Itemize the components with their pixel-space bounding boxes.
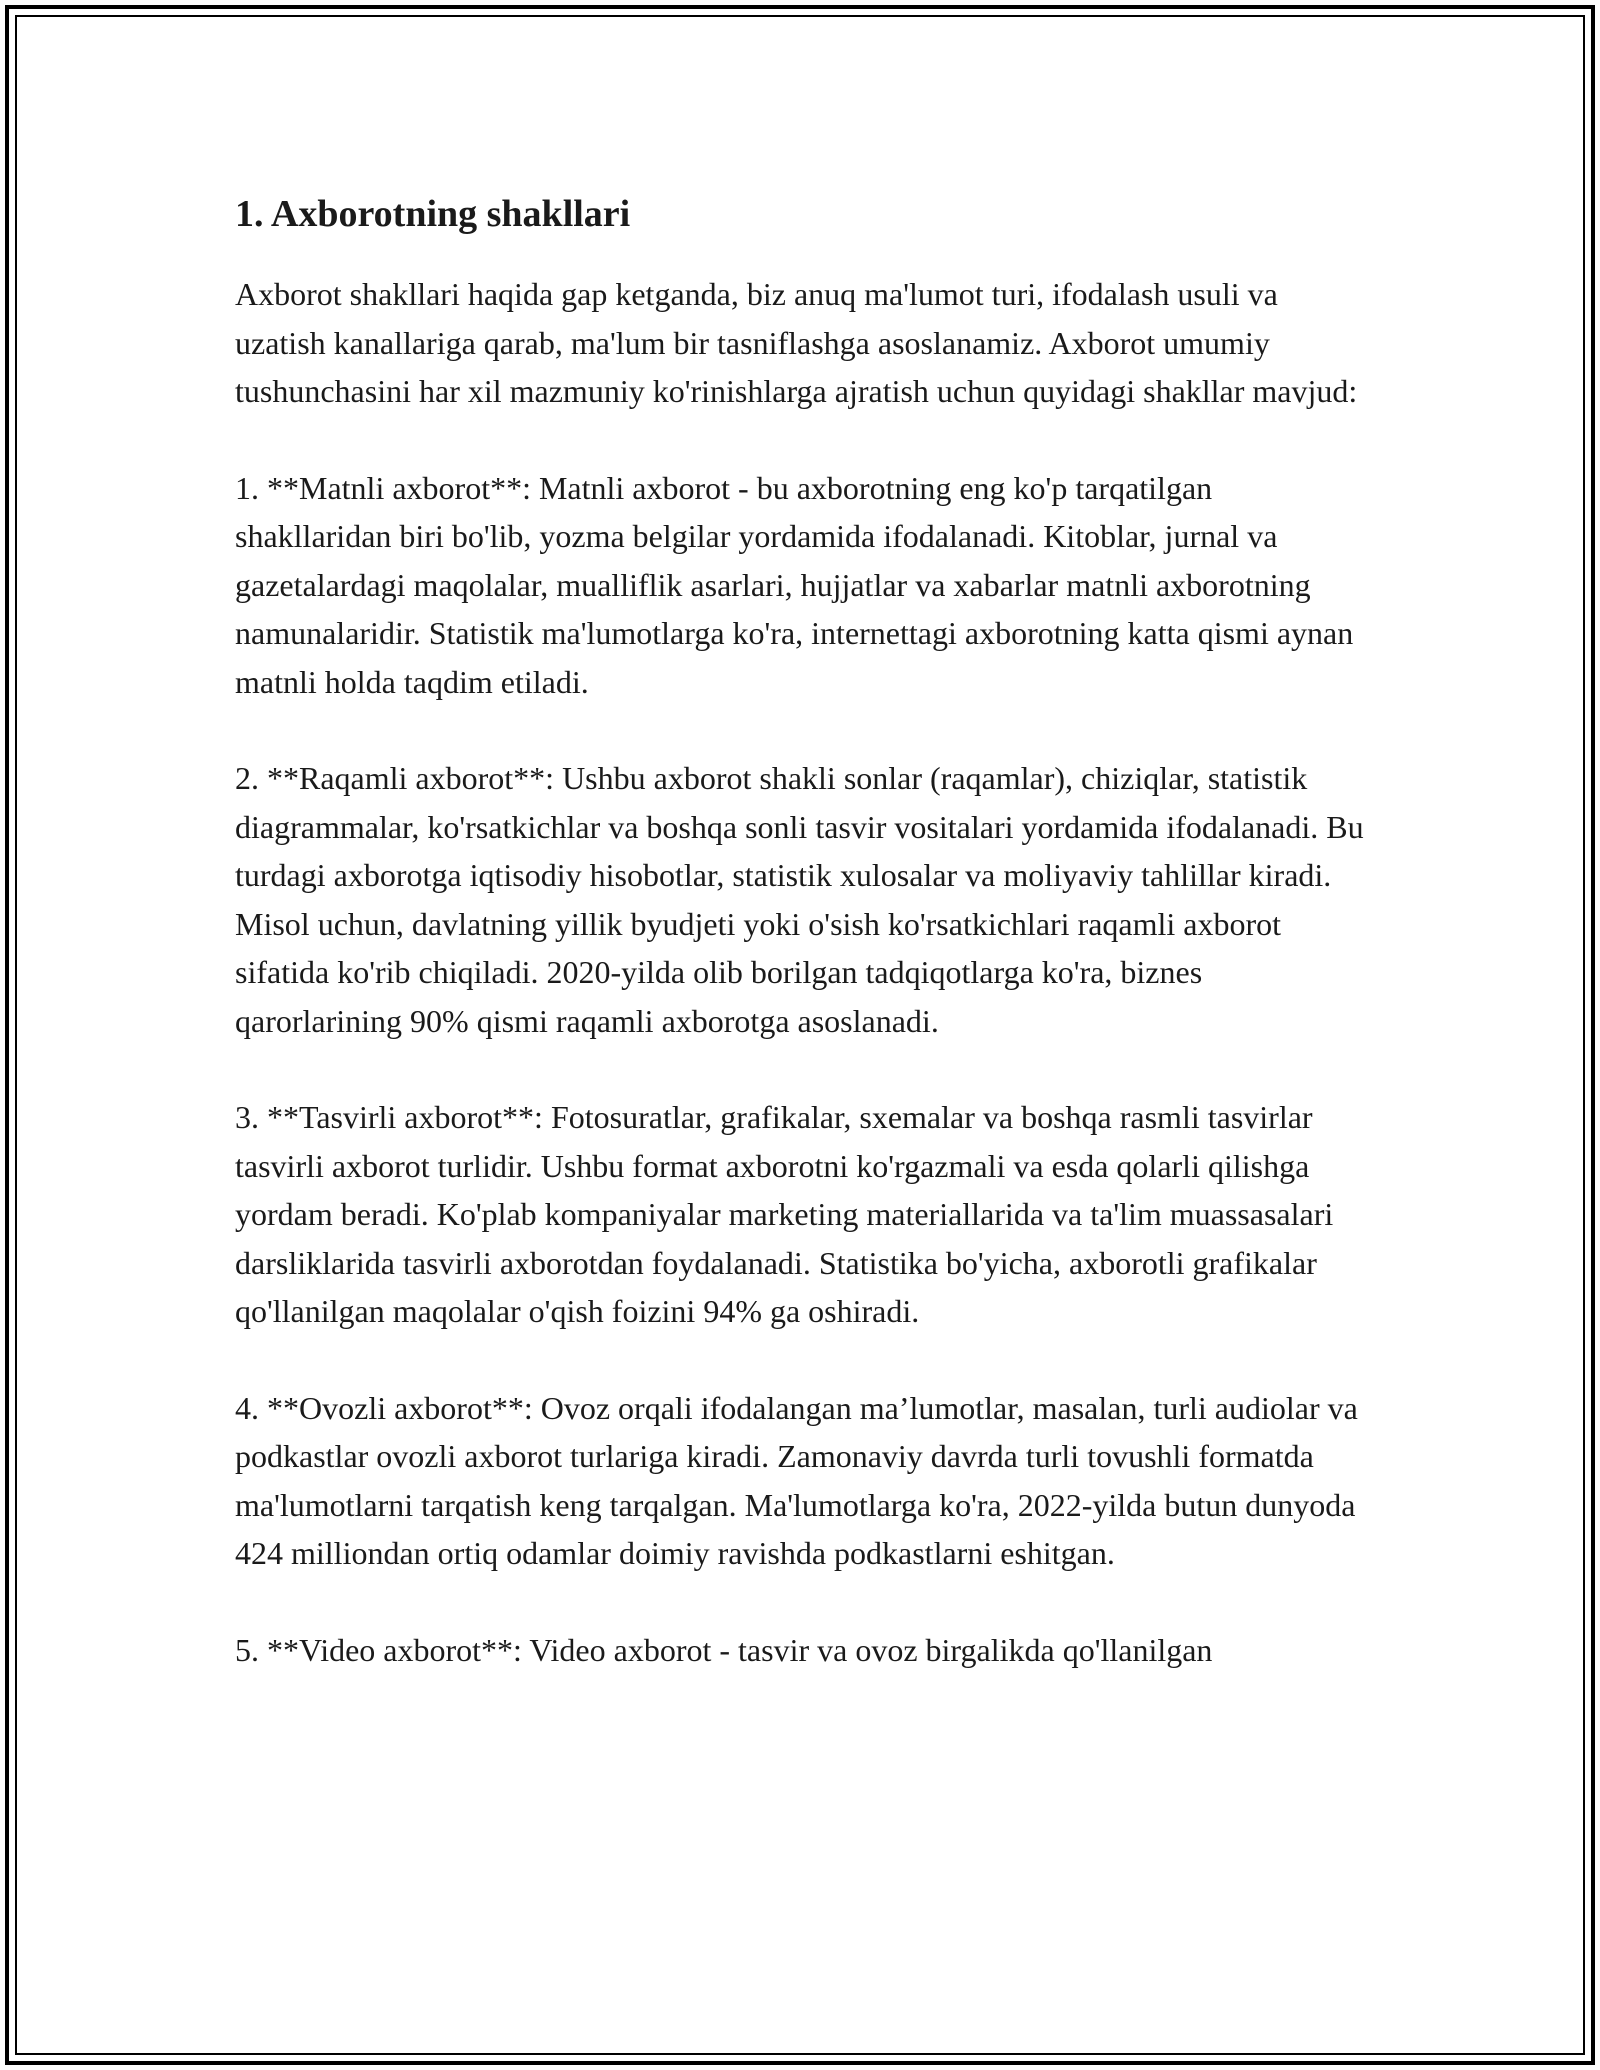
list-item-text-info: 1. **Matnli axborot**: Matnli axborot - bu axborotning eng ko'p tarqatilgan shakllaridan biri bo'lib, yozma belgilar yordamida ifodalanadi. Kitoblar, jurnal va gazetalardagi maqolalar, mualliflik asarlari, hujjatlar va xabarlar matnli axborotning namunalaridir. Statistik ma'lumotlarga ko'ra, internettagi axborotning katta qismi aynan matnli holda taqdim etiladi. (235, 469, 1354, 700)
document-body (235, 190, 1375, 1722)
section-heading: 1. Axborotning shakllari (235, 193, 631, 235)
list-item-visual-info: 3. **Tasvirli axborot**: Fotosuratlar, grafikalar, sxemalar va boshqa rasmli tasvirlar tasvirli axborot turlidir. Ushbu format axborotni ko'rgazmali va esda qolarli qilishga yordam beradi. Ko'plab kompaniyalar marketing materiallarida va ta'lim muassasalari darsliklarida tasvirli axborotdan foydalanadi. Statistika bo'yicha, axborotli grafikalar qo'llanilgan maqolalar o'qish foizini 94% ga oshiradi. (235, 1099, 1334, 1329)
list-item-audio-info: 4. **Ovozli axborot**: Ovoz orqali ifodalangan ma’lumotlar, masalan, turli audiolar va podkastlar ovozli axborot turlariga kiradi. Zamonaviy davrda turli tovushli formatda ma'lumotlarni tarqatish keng tarqalgan. Ma'lumotlarga ko'ra, 2022-yilda butun dunyoda 424 milliondan ortiq odamlar doimiy ravishda podkastlarni eshitgan. (235, 1389, 1358, 1571)
list-item-video-info: 5. **Video axborot**: Video axborot - tasvir va ovoz birgalikda qo'llanilgan (235, 1631, 1213, 1668)
intro-paragraph: Axborot shakllari haqida gap ketganda, biz anuq ma'lumot turi, ifodalash usuli va uzatish kanallariga qarab, ma'lum bir tasniflashga asoslanamiz. Axborot umumiy tushunchasini har xil mazmuniy ko'rinishlarga ajratish uchun quyidagi shakllar mavjud: (235, 276, 1358, 409)
list-item-numeric-info: 2. **Raqamli axborot**: Ushbu axborot shakli sonlar (raqamlar), chiziqlar, statistik diagrammalar, ko'rsatkichlar va boshqa sonli tasvir vositalari yordamida ifodalanadi. Bu turdagi axborotga iqtisodiy hisobotlar, statistik xulosalar va moliyaviy tahlillar kiradi. Misol uchun, davlatning yillik byudjeti yoki o'sish ko'rsatkichlari raqamli axborot sifatida ko'rib chiqiladi. 2020-yilda olib borilgan tadqiqotlarga ko'ra, biznes qarorlarining 90% qismi raqamli axborotga asoslanadi. (235, 760, 1364, 1039)
